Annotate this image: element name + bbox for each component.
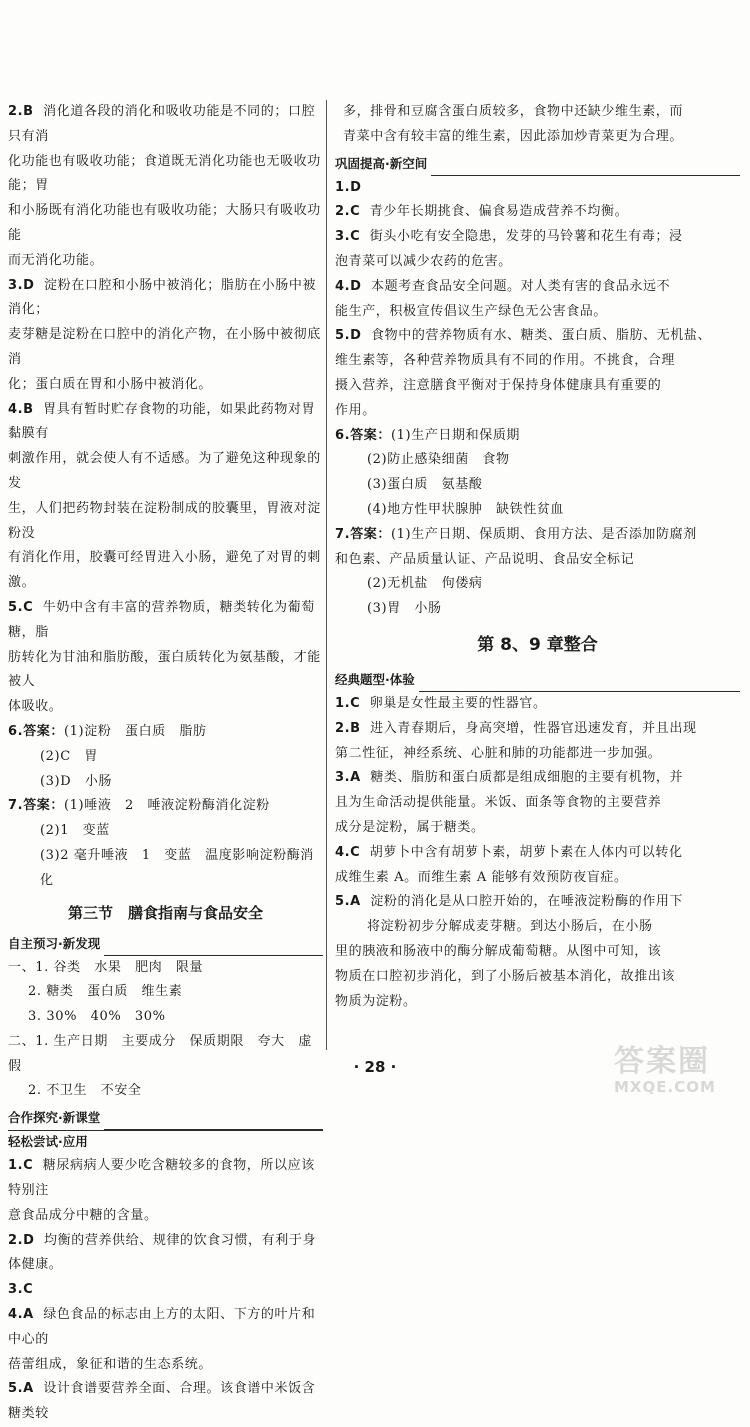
item-text: 泡青菜可以减少农药的危害。 xyxy=(335,253,512,269)
item-text: (1)生产日期和保质期 xyxy=(391,427,521,443)
item-number: 4.B xyxy=(8,401,34,417)
item-text: 糖尿病病人要少吃含糖较多的食物，所以应该特别注 xyxy=(8,1158,315,1199)
item-text: 均衡的营养供给、规律的饮食习惯，有利于身体健康。 xyxy=(8,1232,317,1273)
classic-item-3 xyxy=(335,766,740,840)
item-text: 和色素、产品质量认证、产品说明、食品安全标记 xyxy=(335,551,635,567)
item-number: 1.C xyxy=(8,1158,34,1174)
item-text: (1)淀粉 蛋白质 脂肪 xyxy=(64,723,207,739)
item-number: 5.A xyxy=(335,894,361,910)
item-text: 而无消化功能。 xyxy=(8,252,104,268)
item-text: (2)1 变蓝 xyxy=(40,823,110,839)
answer-item-3 xyxy=(8,274,323,398)
try-item-4 xyxy=(8,1303,323,1377)
consolidate-item-5 xyxy=(335,324,740,423)
preview-line: 一、1. 谷类 水果 肥肉 限量 xyxy=(8,959,204,975)
item-text: 里的胰液和肠液中的酶分解成葡萄糖。从图中可知，该 xyxy=(335,943,662,959)
answer-label: 答案 xyxy=(350,526,378,542)
item-text: (1)生产日期、保质期、食用方法、是否添加防腐剂 xyxy=(391,526,697,542)
try-item-2 xyxy=(8,1229,323,1279)
left-column xyxy=(8,100,323,1427)
consolidate-item-3 xyxy=(335,225,740,275)
item-text: 意食品成分中糖的含量。 xyxy=(8,1207,158,1223)
item-text: (2)无机盐 佝偻病 xyxy=(367,576,483,592)
item-text: 胃具有暂时贮存食物的功能，如果此药物对胃黏膜有 xyxy=(8,401,316,442)
answer-item-4 xyxy=(8,398,323,596)
item-text: 刺激作用，就会使人有不适感。为了避免这种现象的发 xyxy=(8,451,321,491)
tag-label: 经典题型·体验 xyxy=(335,668,419,692)
section-tag xyxy=(335,152,740,176)
item-number: 5.D xyxy=(335,328,362,344)
try-item-5 xyxy=(8,1377,323,1427)
preview-line: 3. 30% 40% 30% xyxy=(28,1009,166,1025)
item-text: 且为生命活动提供能量。米饭、面条等食物的主要营养 xyxy=(335,795,662,811)
item-text: 牛奶中含有丰富的营养物质，糖类转化为葡萄糖，脂 xyxy=(8,599,315,640)
classic-item-2 xyxy=(335,717,740,767)
item-text: 维生素等，各种营养物质具有不同的作用。不挑食，合理 xyxy=(335,353,676,369)
item-text: 青菜中含有较丰富的维生素，因此添加炒青菜更为合理。 xyxy=(343,128,684,144)
item-number: 1.C xyxy=(335,695,361,711)
item-text: 淀粉在口腔和小肠中被消化；脂肪在小肠中被消化； xyxy=(8,277,317,318)
try-item-1 xyxy=(8,1154,323,1228)
tag-label: 合作探究·新课堂 xyxy=(8,1106,104,1130)
item-text: 成维生素 A。而维生素 A 能够有效预防夜盲症。 xyxy=(335,869,628,885)
try-item-3 xyxy=(8,1278,323,1303)
answer-item-2 xyxy=(8,100,323,274)
item-text: 将淀粉初步分解成麦芽糖。到达小肠后，在小肠 xyxy=(367,919,653,935)
item-number: 7. xyxy=(8,798,24,814)
watermark-logo xyxy=(614,1046,744,1102)
item-text: 能生产，积极宣传倡议生产绿色无公害食品。 xyxy=(335,303,608,319)
answer-label: 答案 xyxy=(23,798,51,814)
consolidate-item-4 xyxy=(335,275,740,325)
item-text: 蓓蕾组成，象征和谐的生态系统。 xyxy=(8,1356,213,1372)
answer-label: 答案 xyxy=(350,427,378,443)
item-text: 多，排骨和豆腐含蛋白质较多，食物中还缺少维生素，而 xyxy=(343,104,684,119)
item-number: 3.A xyxy=(335,770,361,786)
item-text: 有消化作用，胶囊可经胃进入小肠，避免了对胃的刺激。 xyxy=(8,550,321,591)
item-text: 物质为淀粉。 xyxy=(335,993,417,1009)
preview-answers xyxy=(8,956,323,1105)
column-divider xyxy=(326,100,327,1050)
item-text: 糖类、脂肪和蛋白质都是组成细胞的主要有机物，并 xyxy=(370,770,684,786)
item-number: 3.C xyxy=(335,229,361,245)
item-text: (3)D 小肠 xyxy=(40,773,113,789)
watermark-url: MXQE.COM xyxy=(614,1078,716,1096)
item-number: 5.C xyxy=(8,599,34,615)
consolidate-item-1 xyxy=(335,176,740,201)
section-tag xyxy=(8,932,323,956)
tag-label: 巩固提高·新空间 xyxy=(335,152,431,176)
item-text: 体吸收。 xyxy=(8,699,63,715)
item-number: 7. xyxy=(335,526,351,542)
item-number: 5.A xyxy=(8,1381,34,1397)
subsection-label: 轻松尝试·应用 xyxy=(8,1134,88,1150)
item-text: 本题考查食品安全问题。对人类有害的食品永远不 xyxy=(371,278,671,294)
section-title: 第三节 膳食指南与食品安全 xyxy=(67,903,263,922)
item-text: 卵巢是女性最主要的性器官。 xyxy=(369,695,547,711)
item-text: 摄入营养，注意膳食平衡对于保持身体健康具有重要的 xyxy=(335,377,662,393)
classic-item-5 xyxy=(335,890,740,1014)
item-number: 3.D xyxy=(8,277,35,293)
item-text: 麦芽糖是淀粉在口腔中的消化产物，在小肠中被彻底消 xyxy=(8,327,321,367)
item-text: 设计食谱要营养全面、合理。该食谱中米饭含糖类较 xyxy=(8,1381,316,1422)
item-number: 4.C xyxy=(335,844,361,860)
item-text: (3)胃 小肠 xyxy=(367,601,442,617)
watermark-text: 答案圈 xyxy=(614,1044,710,1079)
item-text: (3)蛋白质 氨基酸 xyxy=(367,477,483,493)
item-text: 胡萝卜中含有胡萝卜素，胡萝卜素在人体内可以转化 xyxy=(369,844,683,860)
item-text: 化功能也有吸收功能；食道既无消化功能也无吸收功能；胃 xyxy=(8,153,321,194)
item-number: 2.B xyxy=(335,720,361,736)
item-text: 绿色食品的标志由上方的太阳、下方的叶片和中心的 xyxy=(8,1307,316,1347)
item-text: 消化道各段的消化和吸收功能是不同的；口腔只有消 xyxy=(8,104,316,144)
item-number: 3.C xyxy=(8,1282,34,1298)
preview-line: 二、1. 生产日期 主要成分 保质期限 夸大 虚假 xyxy=(8,1033,312,1074)
preview-line: 2. 糖类 蛋白质 维生素 xyxy=(28,984,183,1000)
item-number: 1.D xyxy=(335,179,362,195)
item-text: 物质在口腔初步消化，到了小肠后被基本消化，故推出该 xyxy=(335,968,676,984)
item-number: 4.A xyxy=(8,1307,34,1323)
item-number: 4.D xyxy=(335,278,362,294)
tag-label: 自主预习·新发现 xyxy=(8,932,104,956)
item-text: 成分是淀粉，属于糖类。 xyxy=(335,819,485,835)
item-text: 作用。 xyxy=(335,402,376,418)
item-text: 食物中的营养物质有水、糖类、蛋白质、脂肪、无机盐、 xyxy=(371,328,712,344)
item-text: 化；蛋白质在胃和小肠中被消化。 xyxy=(8,376,213,392)
answer-item-6: 6.答案：(1)淀粉 蛋白质 脂肪 (2)C 胃 (3)D 小肠 xyxy=(8,720,323,794)
answer-label: 答案 xyxy=(23,723,51,739)
answer-item-5 xyxy=(8,596,323,720)
chapter-title: 第 8、9 章整合 xyxy=(477,634,598,655)
item-text: 肪转化为甘油和脂肪酸，蛋白质转化为氨基酸，才能被人 xyxy=(8,649,321,690)
item-text: 生，人们把药物封装在淀粉制成的胶囊里，胃液对淀粉没 xyxy=(8,500,321,541)
consolidate-item-2 xyxy=(335,200,740,225)
right-column xyxy=(335,100,740,1014)
section-tag xyxy=(8,1106,323,1130)
item-text: 淀粉的消化是从口腔开始的，在唾液淀粉酶的作用下 xyxy=(370,894,684,910)
answer-item-7: 7.答案：(1)唾液 2 唾液淀粉酶消化淀粉 (2)1 变蓝 (3)2 毫升唾液 1 变蓝 温度影响淀粉酶消化 xyxy=(8,794,323,893)
continued-text xyxy=(335,100,740,150)
item-text: 青少年长期挑食、偏食易造成营养不均衡。 xyxy=(369,204,629,220)
item-text: (2)C 胃 xyxy=(40,748,98,764)
item-text: 进入青春期后，身高突增，性器官迅速发育，并且出现 xyxy=(370,720,697,736)
item-number: 6. xyxy=(335,427,351,443)
classic-item-1 xyxy=(335,692,740,717)
item-text: 街头小吃有安全隐患，发芽的马铃薯和花生有毒；浸 xyxy=(369,229,683,245)
item-text: 第二性征，神经系统、心脏和肺的功能都进一步加强。 xyxy=(335,745,662,761)
item-text: (1)唾液 2 唾液淀粉酶消化淀粉 xyxy=(64,798,270,814)
item-text: (4)地方性甲状腺肿 缺铁性贫血 xyxy=(367,501,565,517)
item-number: 2.D xyxy=(8,1232,35,1248)
item-text: (2)防止感染细菌 食物 xyxy=(367,452,510,468)
consolidate-item-7: 7.答案：(1)生产日期、保质期、食用方法、是否添加防腐剂 和色素、产品质量认证、产品说明、食品安全标记 (2)无机盐 佝偻病 (3)胃 小肠 xyxy=(335,523,740,622)
item-number: 2.B xyxy=(8,104,34,119)
item-text: 和小肠既有消化功能也有吸收功能；大肠只有吸收功能 xyxy=(8,203,321,243)
item-text: (3)2 毫升唾液 1 变蓝 温度影响淀粉酶消化 xyxy=(40,847,314,888)
section-tag xyxy=(335,668,740,692)
item-number: 6. xyxy=(8,723,24,739)
preview-line: 2. 不卫生 不安全 xyxy=(28,1083,142,1099)
classic-item-4 xyxy=(335,841,740,891)
consolidate-item-6: 6.答案：(1)生产日期和保质期 (2)防止感染细菌 食物 (3)蛋白质 氨基酸 (4)地方性甲状腺肿 缺铁性贫血 xyxy=(335,424,740,523)
item-number: 2.C xyxy=(335,204,361,220)
page-number: · 28 · xyxy=(353,1058,397,1076)
